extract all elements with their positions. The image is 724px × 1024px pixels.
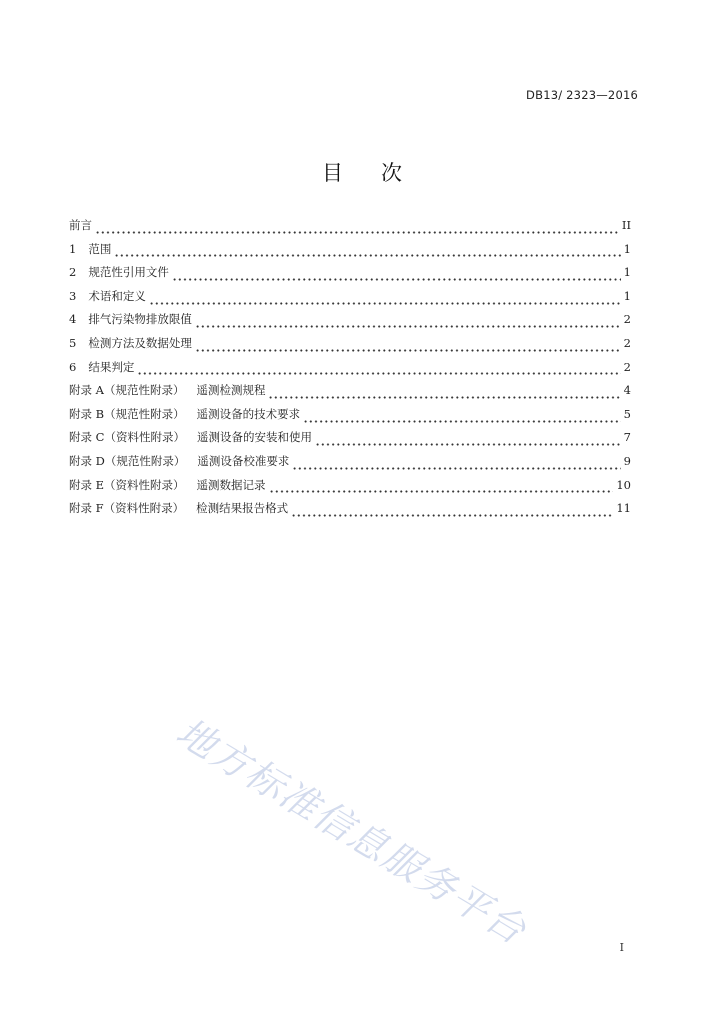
toc-dot-leader: [268, 396, 620, 399]
toc-entry-appendix-a[interactable]: [69, 382, 631, 406]
toc-entry-label: 5: [69, 335, 77, 350]
toc-entry-label: 附录 C（资料性附录）: [69, 430, 185, 445]
toc-entry-page: 1: [623, 241, 631, 256]
toc-entry-page: 7: [623, 430, 631, 445]
toc-entry-page: 5: [623, 406, 631, 421]
toc-entry-appendix-e[interactable]: [69, 477, 631, 501]
toc-entry-label: 附录 A（规范性附录）: [69, 383, 185, 398]
toc-dot-leader: [114, 254, 620, 257]
toc-entry-page: 4: [623, 383, 631, 398]
toc-entry-page: 9: [623, 453, 631, 468]
toc-entry-test-methods[interactable]: [69, 335, 631, 359]
toc-entry-title: 范围: [88, 241, 112, 256]
toc-entry-title: 排气污染物排放限值: [88, 312, 192, 327]
toc-dot-leader: [195, 349, 621, 352]
toc-dot-leader: [195, 325, 621, 328]
toc-entry-appendix-b[interactable]: [69, 406, 631, 430]
title-char-2: 次: [381, 161, 402, 185]
toc-entry-page: 1: [623, 288, 631, 303]
toc-entry-label: 6: [69, 359, 77, 374]
toc-entry-title: 前言: [69, 218, 92, 232]
toc-entry-title: 结果判定: [88, 359, 135, 374]
toc-entry-label: 3: [69, 288, 77, 303]
toc-dot-leader: [315, 443, 621, 446]
toc-entry-appendix-d[interactable]: [69, 453, 631, 477]
toc-entry-title: 检测结果报告格式: [196, 501, 289, 516]
toc-entry-title: 遥测设备校准要求: [197, 453, 290, 468]
toc-entry-page: II: [621, 218, 631, 232]
toc-dot-leader: [95, 231, 619, 234]
toc-entry-scope[interactable]: [69, 241, 631, 265]
toc-entry-label: 附录 B（规范性附录）: [69, 406, 185, 421]
toc-entry-appendix-f[interactable]: [69, 500, 631, 524]
toc-entry-label: 附录 D（规范性附录）: [69, 453, 186, 468]
toc-entry-title: 遥测设备的安装和使用: [196, 430, 312, 445]
toc-entry-page: 10: [616, 477, 631, 492]
toc-entry-page: 2: [623, 312, 631, 327]
toc-entry-result-judgment[interactable]: [69, 359, 631, 383]
page-number: I: [619, 941, 624, 954]
toc-entry-title: 遥测数据记录: [196, 477, 266, 492]
toc-entry-title: 术语和定义: [88, 288, 146, 303]
toc-dot-leader: [291, 514, 613, 517]
toc-entry-page: 2: [623, 335, 631, 350]
toc-dot-leader: [269, 490, 614, 493]
toc-entry-label: 1: [69, 241, 77, 256]
document-code: DB13/ 2323—2016: [526, 88, 638, 102]
toc-entry-page: 11: [616, 501, 631, 516]
toc-entry-label: 附录 F（资料性附录）: [69, 501, 185, 516]
toc-entry-label: 附录 E（资料性附录）: [69, 477, 185, 492]
toc-entry-normative-references[interactable]: [69, 264, 631, 288]
toc-entry-label: 2: [69, 265, 77, 280]
toc-entry-appendix-c[interactable]: [69, 429, 631, 453]
toc-entry-page: 2: [623, 359, 631, 374]
toc-dot-leader: [172, 278, 621, 281]
table-of-contents: [69, 217, 631, 524]
toc-entry-terms[interactable]: [69, 288, 631, 312]
page-title: [0, 157, 724, 187]
watermark-text: 地方标准信息服务平台: [168, 709, 535, 954]
toc-entry-label: 4: [69, 312, 77, 327]
toc-dot-leader: [303, 420, 621, 423]
toc-entry-title: 规范性引用文件: [88, 265, 169, 280]
toc-entry-page: 1: [623, 265, 631, 280]
toc-dot-leader: [137, 372, 620, 375]
toc-dot-leader: [292, 467, 620, 470]
toc-entry-foreword[interactable]: [69, 217, 631, 241]
title-char-1: 目: [322, 161, 343, 185]
toc-entry-title: 遥测检测规程: [196, 383, 266, 398]
toc-entry-title: 遥测设备的技术要求: [196, 406, 301, 421]
toc-entry-title: 检测方法及数据处理: [88, 335, 192, 350]
toc-dot-leader: [149, 302, 621, 305]
toc-entry-emission-limits[interactable]: [69, 311, 631, 335]
